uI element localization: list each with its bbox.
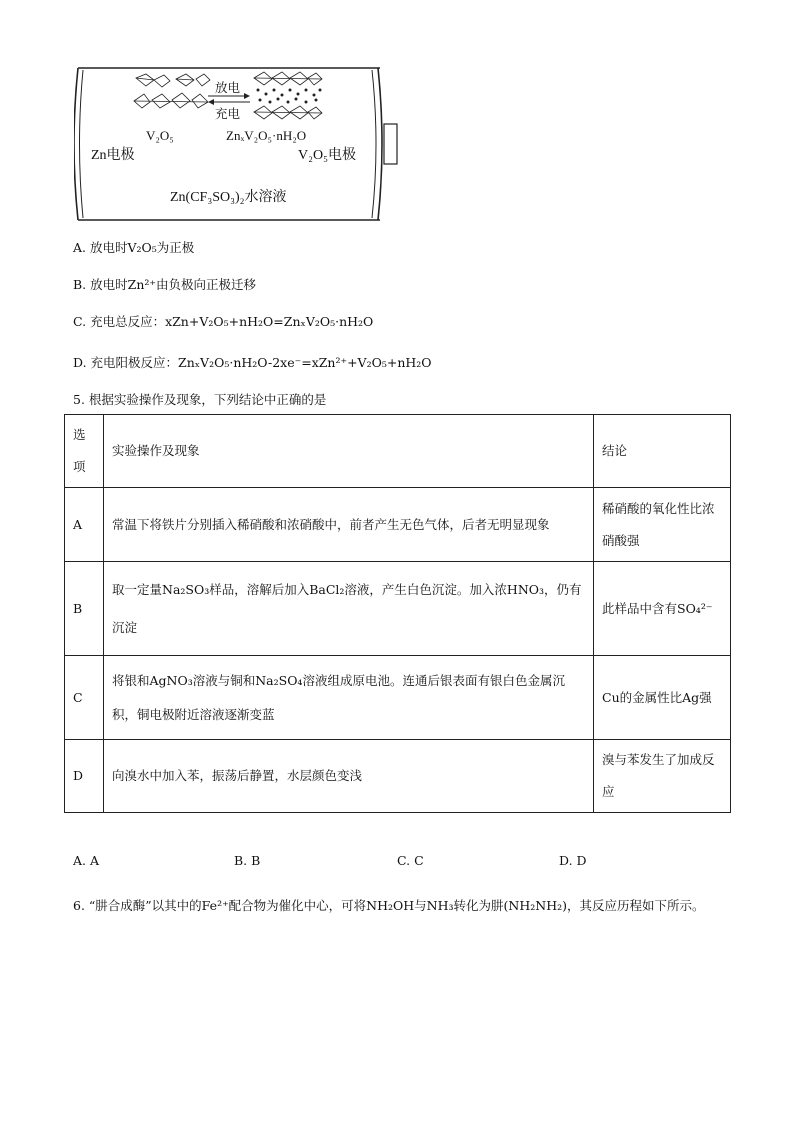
row-key-c: C — [65, 656, 104, 740]
row-conclusion-c: Cu的金属性比Ag强 — [594, 656, 731, 740]
row-conclusion-b: 此样品中含有SO₄²⁻ — [594, 562, 731, 656]
header-operation: 实验操作及现象 — [104, 415, 594, 488]
table-row — [65, 562, 731, 656]
row-conclusion-a: 稀硝酸的氧化性比浓硝酸强 — [594, 488, 731, 562]
q5-choice-d: D. D — [559, 853, 587, 868]
anode-label: Zn电极 — [91, 148, 135, 163]
q5-stem: 5. 根据实验操作及现象，下列结论中正确的是 — [73, 392, 327, 407]
q6-stem: 6. “肼合成酶”以其中的Fe²⁺配合物为催化中心，可将NH₂OH与NH₃转化为肼(NH₂NH₂)，其反应历程如下所示。 — [73, 898, 705, 913]
q4-option-d: D. 充电阳极反应：ZnₓV₂O₅·nH₂O-2xe⁻=xZn²⁺+V₂O₅+nH₂O — [73, 355, 432, 370]
q5-choice-b: B. B — [234, 853, 261, 868]
row-conclusion-d: 溴与苯发生了加成反应 — [594, 740, 731, 813]
cathode-label: V₂O₅电极 — [298, 148, 356, 163]
header-conclusion: 结论 — [594, 415, 731, 488]
row-key-d: D — [65, 740, 104, 813]
table-header-row — [65, 415, 731, 488]
row-op-a: 常温下将铁片分别插入稀硝酸和浓硝酸中，前者产生无色气体，后者无明显现象 — [104, 488, 594, 562]
experiment-table — [64, 414, 731, 813]
table-row — [65, 656, 731, 740]
row-key-a: A — [65, 488, 104, 562]
header-option: 选项 — [65, 415, 104, 488]
q4-option-b: B. 放电时Zn²⁺由负极向正极迁移 — [73, 277, 256, 292]
right-compound: ZnₓV₂O₅·nH₂O — [226, 128, 307, 143]
left-compound: V₂O₅ — [146, 128, 174, 143]
charge-label: 充电 — [215, 107, 241, 121]
row-op-d: 向溴水中加入苯，振荡后静置，水层颜色变浅 — [104, 740, 594, 813]
battery-diagram — [74, 66, 404, 222]
q5-choice-c: C. C — [397, 853, 424, 868]
row-op-b: 取一定量Na₂SO₃样品，溶解后加入BaCl₂溶液，产生白色沉淀。加入浓HNO₃，仍有沉淀 — [104, 562, 594, 656]
q5-choice-a: A. A — [73, 853, 100, 868]
table-row — [65, 740, 731, 813]
q4-option-c: C. 充电总反应：xZn+V₂O₅+nH₂O=ZnₓV₂O₅·nH₂O — [73, 314, 374, 329]
row-op-c: 将银和AgNO₃溶液与铜和Na₂SO₄溶液组成原电池。连通后银表面有银白色金属沉积，铜电极附近溶液逐渐变蓝 — [104, 656, 594, 740]
discharge-label: 放电 — [215, 81, 241, 95]
q4-option-a: A. 放电时V₂O₅为正极 — [73, 240, 195, 255]
table-row — [65, 488, 731, 562]
row-key-b: B — [65, 562, 104, 656]
electrolyte-label: Zn(CF₃SO₃)₂水溶液 — [170, 190, 287, 205]
